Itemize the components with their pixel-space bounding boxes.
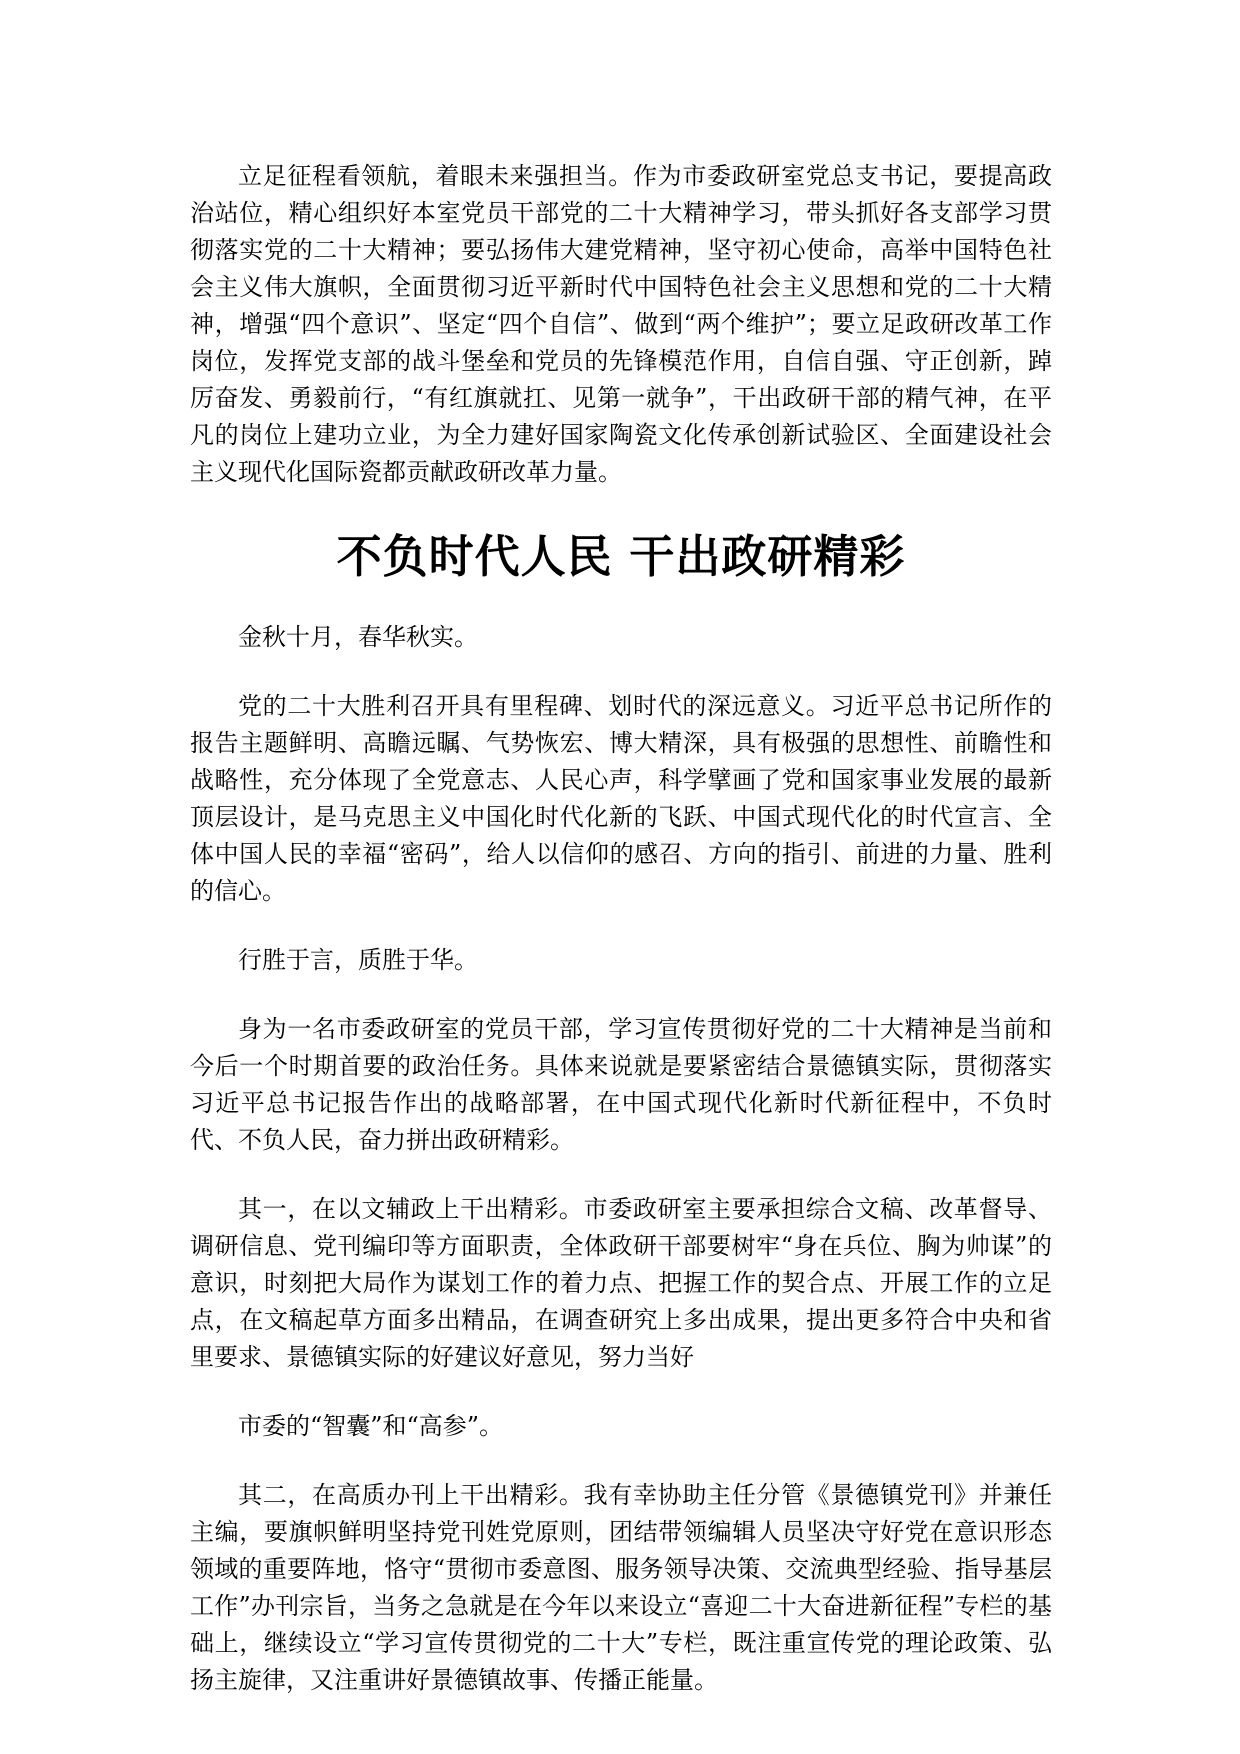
spacer <box>190 1445 1052 1477</box>
spacer <box>190 1376 1052 1408</box>
paragraph-point-one: 其一，在以文辅政上干出精彩。市委政研室主要承担综合文稿、改革督导、调研信息、党刊编印等方面职责，全体政研干部要树牢“身在兵位、胸为帅谋”的意识，时刻把大局作为谋划工作的着力点、把握工作的契合点、开展工作的立足点，在文稿起草方面多出精品，在调查研究上多出成果，提出更多符合中央和省里要求、景德镇实际的好建议好意见，努力当好 <box>190 1195 1052 1371</box>
spacer <box>190 910 1052 942</box>
spacer <box>190 1159 1052 1191</box>
paragraph-point-one-continued: 市委的“智囊”和“高参”。 <box>238 1412 504 1440</box>
intro-paragraph: 立足征程看领航，着眼未来强担当。作为市委政研室党总支书记，要提高政治站位，精心组织好本室党员干部党的二十大精神学习，带头抓好各支部学习贯彻落实党的二十大精神；要弘扬伟大建党精神，坚守初心使命，高举中国特色社会主义伟大旗帜，全面贯彻习近平新时代中国特色社会主义思想和党的二十大精神，增强“四个意识”、坚定“四个自信”、做到“两个维护”；要立足政研改革工作岗位，发挥党支部的战斗堡垒和党员的先锋模范作用，自信自强、守正创新，踔厉奋发、勇毅前行，“有红旗就扛、见第一就争”，干出政研干部的精气神，在平凡的岗位上建功立业，为全力建好国家陶瓷文化传承创新试验区、全面建设社会主义现代化国际瓷都贡献政研改革力量。 <box>190 162 1052 486</box>
article-title: 不负时代人民 干出政研精彩 <box>336 530 906 583</box>
spacer <box>190 979 1052 1011</box>
paragraph-opening: 金秋十月，春华秋实。 <box>238 623 478 651</box>
spacer <box>190 587 1052 619</box>
spacer <box>190 491 1052 527</box>
document-body <box>190 158 1052 1699</box>
paragraph-significance: 党的二十大胜利召开具有里程碑、划时代的深远意义。习近平总书记所作的报告主题鲜明、高瞻远瞩、气势恢宏、博大精深，具有极强的思想性、前瞻性和战略性，充分体现了全党意志、人民心声，科学擘画了党和国家事业发展的最新顶层设计，是马克思主义中国化时代化新的飞跃、中国式现代化的时代宣言、全体中国人民的幸福“密码”，给人以信仰的感召、方向的指引、前进的力量、胜利的信心。 <box>190 692 1052 905</box>
paragraph-role: 身为一名市委政研室的党员干部，学习宣传贯彻好党的二十大精神是当前和今后一个时期首要的政治任务。具体来说就是要紧密结合景德镇实际，贯彻落实习近平总书记报告作出的战略部署，在中国式现代化新时代新征程中，不负时代、不负人民，奋力拼出政研精彩。 <box>190 1015 1052 1154</box>
paragraph-point-two: 其二，在高质办刊上干出精彩。我有幸协助主任分管《景德镇党刊》并兼任主编，要旗帜鲜明坚持党刊姓党原则，团结带领编辑人员坚决守好党在意识形态领域的重要阵地，恪守“贯彻市委意图、服务领导决策、交流典型经验、指导基层工作”办刊宗旨，当务之急就是在今年以来设立“喜迎二十大奋进新征程”专栏的基础上，继续设立“学习宣传贯彻党的二十大”专栏，既注重宣传党的理论政策、弘扬主旋律，又注重讲好景德镇故事、传播正能量。 <box>190 1481 1052 1694</box>
spacer <box>190 656 1052 688</box>
paragraph-motto: 行胜于言，质胜于华。 <box>238 946 478 974</box>
